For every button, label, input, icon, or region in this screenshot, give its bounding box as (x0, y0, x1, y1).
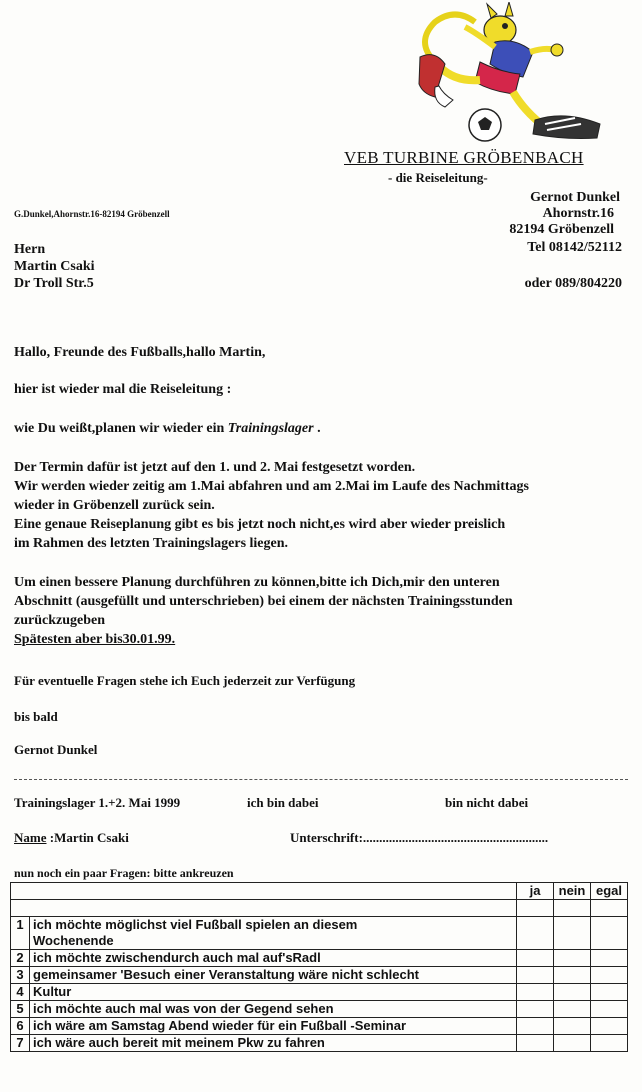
signature: Gernot Dunkel (14, 742, 98, 757)
row-number: 6 (11, 1018, 30, 1035)
table-row (11, 1018, 628, 1035)
table-header-blank (11, 883, 517, 900)
reply-option-no[interactable]: bin nicht dabei (445, 795, 529, 810)
row-number: 3 (11, 967, 30, 984)
table-row (11, 950, 628, 967)
paragraph1-line: Eine genaue Reiseplanung gibt es bis jetzt noch nicht,es wird aber wieder preislich (14, 517, 506, 532)
table-spacer-row (11, 900, 628, 917)
intro-line: hier ist wieder mal die Reiseleitung : (14, 382, 232, 397)
table-row (11, 967, 628, 984)
checkbox-ja[interactable] (517, 917, 554, 950)
reply-signature-field[interactable]: Unterschrift:......................................................... (290, 830, 549, 845)
row-number: 7 (11, 1035, 30, 1052)
sender-street: Ahornstr.16 (542, 206, 614, 221)
reply-option-yes[interactable]: ich bin dabei (247, 795, 319, 810)
paragraph2-line: Abschnitt (ausgefüllt und unterschrieben) bei einem der nächsten Trainingsstunden (14, 594, 513, 609)
checkbox-ja[interactable] (517, 984, 554, 1001)
mascot-logo (405, 2, 615, 152)
header-ja: ja (517, 883, 554, 900)
organization-name: VEB TURBINE GRÖBENBACH (344, 148, 584, 167)
row-number: 5 (11, 1001, 30, 1018)
sender-return-line: G.Dunkel,Ahornstr.16-82194 Gröbenzell (14, 209, 170, 219)
row-text: Kultur (30, 984, 517, 1001)
checkbox-nein[interactable] (554, 984, 591, 1001)
checkbox-egal[interactable] (591, 1018, 628, 1035)
checkbox-egal[interactable] (591, 1035, 628, 1052)
paragraph2-line: zurückzugeben (14, 613, 105, 628)
questions-note: Für eventuelle Fragen stehe ich Euch jederzeit zur Verfügung (14, 673, 356, 688)
greeting: Hallo, Freunde des Fußballs,hallo Martin, (14, 345, 266, 360)
table-row (11, 917, 628, 950)
sender-city: 82194 Gröbenzell (509, 222, 614, 237)
checkbox-nein[interactable] (554, 950, 591, 967)
checkbox-nein[interactable] (554, 917, 591, 950)
row-text: ich möchte möglichst viel Fußball spielen an diesem Wochenende (30, 917, 517, 950)
header-nein: nein (554, 883, 591, 900)
sender-phone: Tel 08142/52112 (527, 240, 622, 255)
checkbox-ja[interactable] (517, 1018, 554, 1035)
plan-line (14, 421, 321, 437)
table-header-row (11, 883, 628, 900)
reply-event: Trainingslager 1.+2. Mai 1999 (14, 795, 181, 810)
checkbox-ja[interactable] (517, 1001, 554, 1018)
organization-subtitle: - die Reiseleitung- (388, 170, 488, 185)
checkbox-egal[interactable] (591, 967, 628, 984)
questions-intro: nun noch ein paar Fragen: bitte ankreuzen (14, 866, 234, 880)
plan-end: . (313, 421, 321, 436)
row-number: 2 (11, 950, 30, 967)
checkbox-ja[interactable] (517, 967, 554, 984)
checkbox-egal[interactable] (591, 950, 628, 967)
plan-text: wie Du weißt,planen wir wieder ein (14, 421, 228, 436)
name-label: Name (14, 830, 47, 845)
header-egal: egal (591, 883, 628, 900)
row-text: ich wäre auch bereit mit meinem Pkw zu fahren (30, 1035, 517, 1052)
table-row (11, 1035, 628, 1052)
farewell: bis bald (14, 709, 58, 724)
checkbox-egal[interactable] (591, 1001, 628, 1018)
row-text: ich wäre am Samstag Abend wieder für ein Fußball -Seminar (30, 1018, 517, 1035)
recipient-street: Dr Troll Str.5 (14, 276, 94, 291)
plan-emphasis: Trainingslager (227, 421, 314, 436)
row-text: gemeinsamer 'Besuch einer Veranstaltung wäre nicht schlecht (30, 967, 517, 984)
paragraph1-line: wieder in Gröbenzell zurück sein. (14, 498, 215, 513)
paragraph1-line: Wir werden wieder zeitig am 1.Mai abfahren und am 2.Mai im Laufe des Nachmittags (14, 479, 529, 494)
reply-name (14, 830, 129, 846)
paragraph1-line: Der Termin dafür ist jetzt auf den 1. und 2. Mai festgesetzt worden. (14, 460, 416, 475)
recipient-salutation: Hern (14, 242, 46, 257)
deadline: Spätesten aber bis30.01.99. (14, 632, 176, 647)
table-row (11, 984, 628, 1001)
checkbox-nein[interactable] (554, 967, 591, 984)
cut-line (14, 779, 628, 780)
row-text: ich möchte auch mal was von der Gegend sehen (30, 1001, 517, 1018)
table-row (11, 1001, 628, 1018)
sender-phone-alt: oder 089/804220 (524, 276, 622, 291)
checkbox-ja[interactable] (517, 950, 554, 967)
checkbox-ja[interactable] (517, 1035, 554, 1052)
paragraph1-line: im Rahmen des letzten Trainingslagers liegen. (14, 536, 289, 551)
row-text: ich möchte zwischendurch auch mal auf'sRadl (30, 950, 517, 967)
checkbox-nein[interactable] (554, 1035, 591, 1052)
recipient-name: Martin Csaki (14, 259, 95, 274)
paragraph2-line: Um einen bessere Planung durchführen zu können,bitte ich Dich,mir den unteren (14, 575, 500, 590)
row-number: 1 (11, 917, 30, 950)
checkbox-nein[interactable] (554, 1001, 591, 1018)
name-value: :Martin Csaki (46, 830, 129, 845)
questions-table (10, 882, 628, 1052)
row-number: 4 (11, 984, 30, 1001)
checkbox-egal[interactable] (591, 917, 628, 950)
sender-name: Gernot Dunkel (530, 190, 620, 205)
checkbox-nein[interactable] (554, 1018, 591, 1035)
checkbox-egal[interactable] (591, 984, 628, 1001)
